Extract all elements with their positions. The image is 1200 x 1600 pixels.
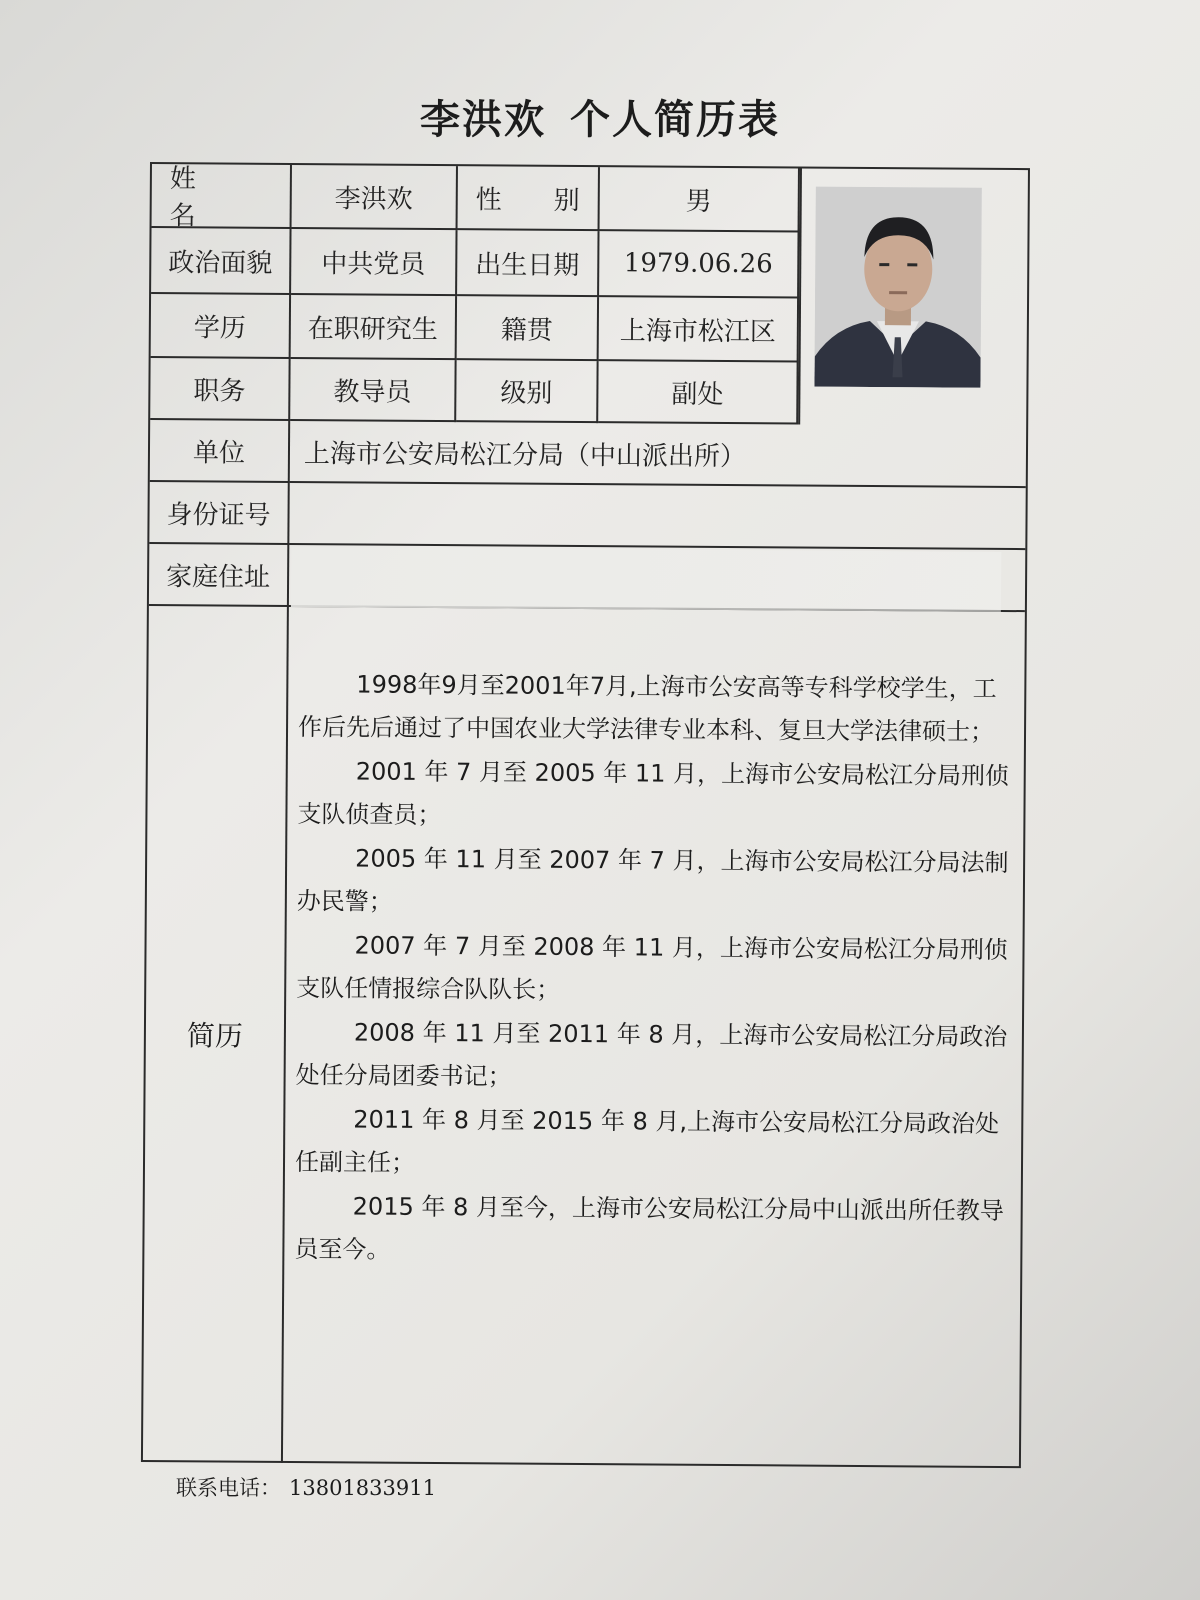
redacted-address	[291, 547, 1001, 612]
duty-value: 教导员	[290, 359, 456, 422]
resume-label: 简历	[143, 606, 289, 1463]
unit-value: 上海市公安局松江分局（中山派出所）	[290, 421, 1026, 488]
native-place-value: 上海市松江区	[599, 297, 799, 362]
gender-label: 性 别	[458, 166, 600, 231]
resume-entry: 2007 年 7 月至 2008 年 11 月，上海市公安局松江分局刑侦支队任情报综合队队长；	[296, 931, 1008, 1004]
native-place-label: 籍贯	[457, 296, 599, 361]
portrait-photo	[814, 187, 981, 388]
resume-form-table	[141, 162, 1030, 1468]
resume-entry: 2001 年 7 月至 2005 年 11 月，上海市公安局松江分局刑侦支队侦查员；	[297, 757, 1010, 830]
resume-entry: 2015 年 8 月至今，上海市公安局松江分局中山派出所任教导员至今。	[294, 1192, 1005, 1264]
duty-label: 职务	[150, 358, 290, 421]
resume-entry: 2008 年 11 月至 2011 年 8 月，上海市公安局松江分局政治处任分局团委书记；	[295, 1018, 1008, 1091]
level-label: 级别	[456, 360, 598, 423]
gender-value: 男	[600, 167, 800, 232]
photo-divider	[798, 169, 802, 425]
contact-phone	[176, 1472, 436, 1502]
political-value: 中共党员	[291, 229, 457, 296]
address-label: 家庭住址	[149, 544, 289, 607]
political-label: 政治面貌	[151, 228, 291, 295]
name-label	[152, 164, 292, 232]
name-label-text: 姓 名	[169, 164, 249, 232]
resume-entry: 2005 年 11 月至 2007 年 7 月，上海市公安局松江分局法制办民警；	[296, 844, 1009, 916]
unit-label: 单位	[150, 420, 290, 483]
resume-entry: 2011 年 8 月至 2015 年 8 月,上海市公安局松江分局政治处任副主任；	[294, 1105, 1000, 1177]
title-name: 李洪欢	[420, 97, 546, 143]
id-number-value	[289, 483, 1025, 550]
education-value: 在职研究生	[291, 295, 457, 360]
contact-phone-label: 联系电话：	[176, 1476, 281, 1500]
birth-value: 1979.06.26	[599, 231, 799, 298]
resume-entry: 1998年9月至2001年7月,上海市公安高等专科学校学生，工作后先后通过了中国农业大学法律专业本科、复旦大学法律硕士；	[297, 670, 997, 746]
level-value: 副处	[598, 361, 798, 424]
resume-body	[283, 607, 1025, 1468]
portrait-photo-icon	[814, 187, 981, 388]
page-title	[0, 88, 1200, 145]
education-label: 学历	[151, 294, 291, 359]
contact-phone-value: 13801833911	[289, 1476, 436, 1500]
name-value: 李洪欢	[292, 165, 458, 230]
title-text: 个人简历表	[570, 97, 780, 143]
birth-label: 出生日期	[457, 230, 599, 297]
id-number-label: 身份证号	[149, 482, 289, 545]
